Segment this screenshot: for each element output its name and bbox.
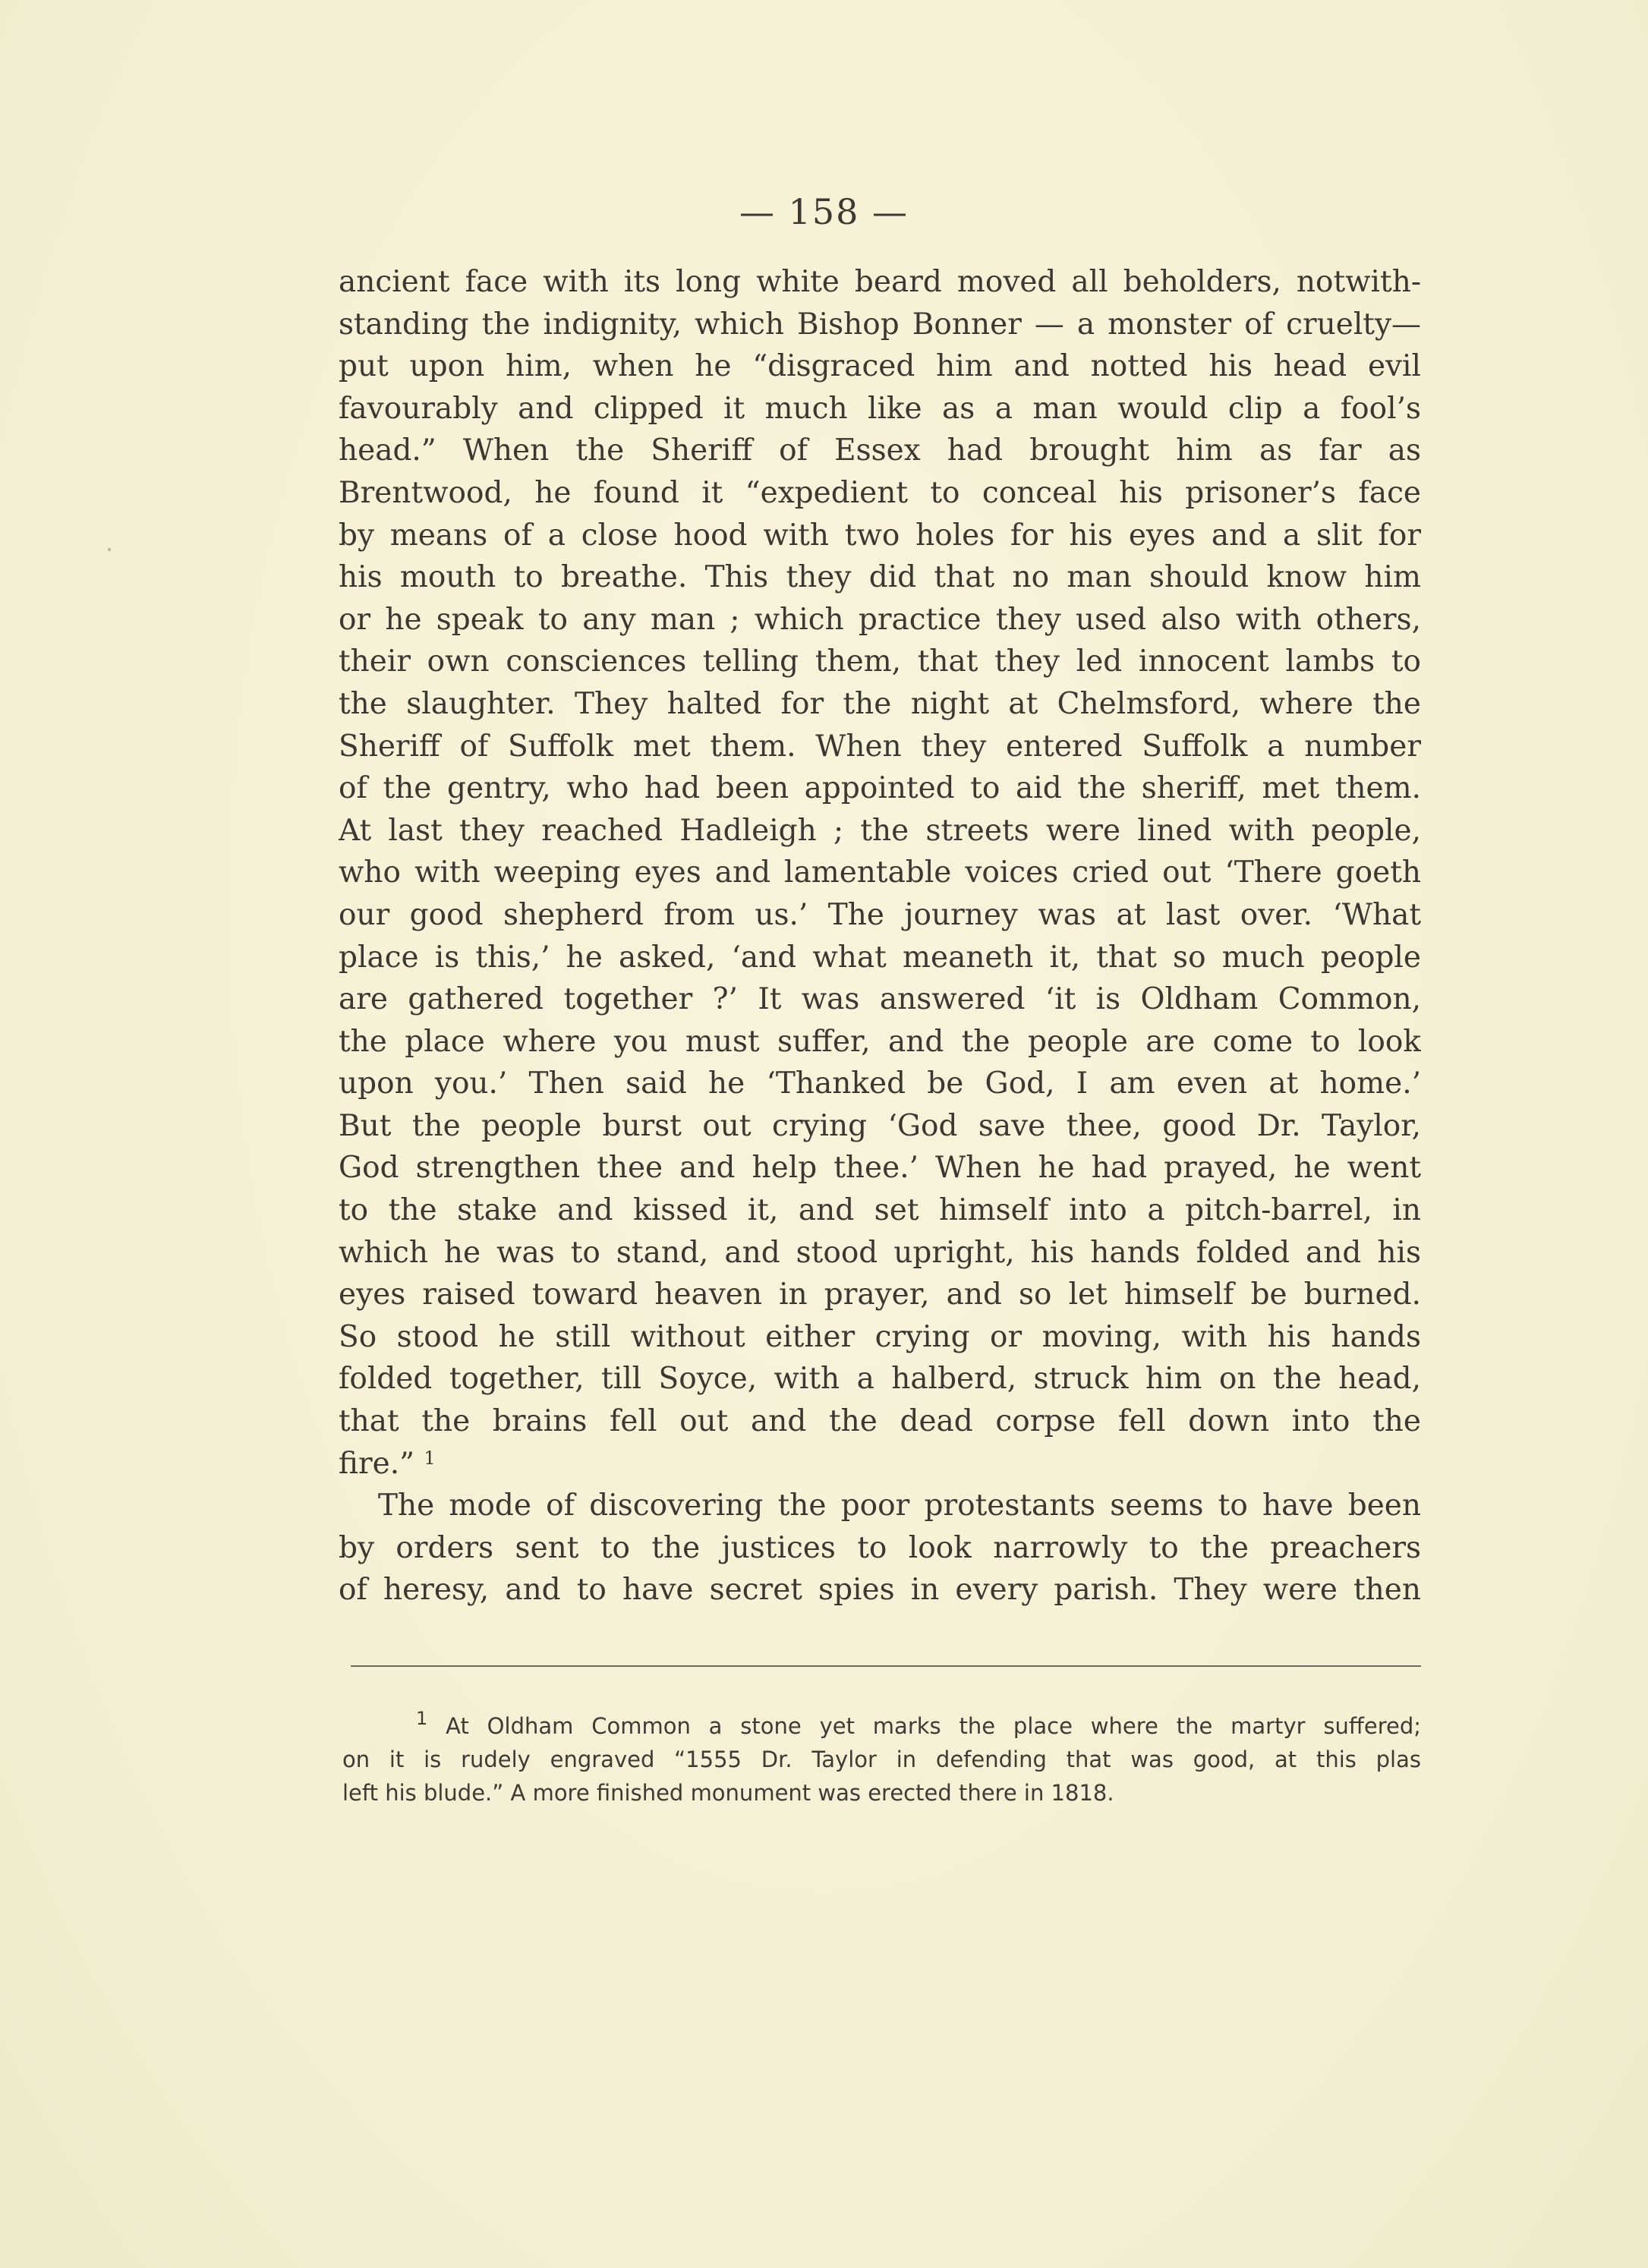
body-line: At last they reached Hadleigh ; the streets were lined with people, (339, 813, 1421, 848)
paper-speck (108, 548, 111, 551)
body-line-last (339, 1443, 1421, 1485)
body-line: the place where you must suffer, and the people are come to look (339, 1024, 1421, 1059)
paragraph-line: of heresy, and to have secret spies in every parish. They were then (339, 1573, 1421, 1608)
body-line: Sheriff of Suffolk met them. When they entered Suffolk a number (339, 729, 1421, 764)
body-line: of the gentry, who had been appointed to aid the sheriff, met them. (339, 771, 1421, 806)
body-line: ancient face with its long white beard moved all beholders, notwith- (339, 265, 1421, 299)
footnote (342, 1709, 1421, 1810)
body-text (339, 261, 1421, 1611)
body-line: their own consciences telling them, that they led innocent lambs to (339, 644, 1421, 679)
body-line: to the stake and kissed it, and set himself into a pitch-barrel, in (339, 1193, 1421, 1228)
body-line: put upon him, when he “disgraced him and notted his head evil (339, 349, 1421, 384)
body-line: who with weeping eyes and lamentable voices cried out ‘There goeth (339, 855, 1421, 890)
body-line: favourably and clipped it much like as a man would clip a fool’s (339, 391, 1421, 426)
body-line: which he was to stand, and stood upright, his hands folded and his (339, 1235, 1421, 1270)
body-line: eyes raised toward heaven in prayer, and so let himself be burned. (339, 1277, 1421, 1312)
body-line: Brentwood, he found it “expedient to conceal his prisoner’s face (339, 475, 1421, 510)
paragraph-line: by orders sent to the justices to look narrowly to the preachers (339, 1530, 1421, 1565)
body-line: that the brains fell out and the dead corpse fell down into the (339, 1404, 1421, 1439)
footnote-marker: 1 (416, 1709, 428, 1729)
body-line: God strengthen thee and help thee.’ When he had prayed, he went (339, 1151, 1421, 1186)
body-line: are gathered together ?’ It was answered ‘it is Oldham Common, (339, 982, 1421, 1017)
body-line: upon you.’ Then said he ‘Thanked be God, I am even at home.’ (339, 1066, 1421, 1101)
body-line: his mouth to breathe. This they did that no man should know him (339, 560, 1421, 595)
page-number: — 158 — (739, 191, 909, 232)
footnote-text: At Oldham Common a stone yet marks the place where the martyr suffered; (446, 1713, 1421, 1739)
body-last-text: fire.” (339, 1446, 415, 1481)
footnote-divider (351, 1665, 1421, 1667)
body-line: head.” When the Sheriff of Essex had brought him as far as (339, 433, 1421, 468)
footnote-line (342, 1709, 1421, 1743)
body-line: by means of a close hood with two holes for his eyes and a slit for (339, 518, 1421, 553)
body-line: folded together, till Soyce, with a halberd, struck him on the head, (339, 1362, 1421, 1397)
body-line: standing the indignity, which Bishop Bonner — a monster of cruelty— (339, 307, 1421, 342)
body-line: So stood he still without either crying or moving, with his hands (339, 1319, 1421, 1354)
footnote-line: left his blude.” A more finished monument was erected there in 1818. (342, 1780, 1114, 1806)
footnote-line: on it is rudely engraved “1555 Dr. Taylor in defending that was good, at this plas (342, 1747, 1421, 1772)
body-line: our good shepherd from us.’ The journey was at last over. ‘What (339, 897, 1421, 932)
footnote-reference[interactable]: 1 (424, 1447, 436, 1469)
body-line: But the people burst out crying ‘God save thee, good Dr. Taylor, (339, 1108, 1421, 1143)
body-line: or he speak to any man ; which practice they used also with others, (339, 602, 1421, 637)
body-line: the slaughter. They halted for the night at Chelmsford, where the (339, 686, 1421, 721)
body-line: place is this,’ he asked, ‘and what meaneth it, that so much people (339, 940, 1421, 975)
paragraph-line: The mode of discovering the poor protestants seems to have been (378, 1488, 1421, 1523)
